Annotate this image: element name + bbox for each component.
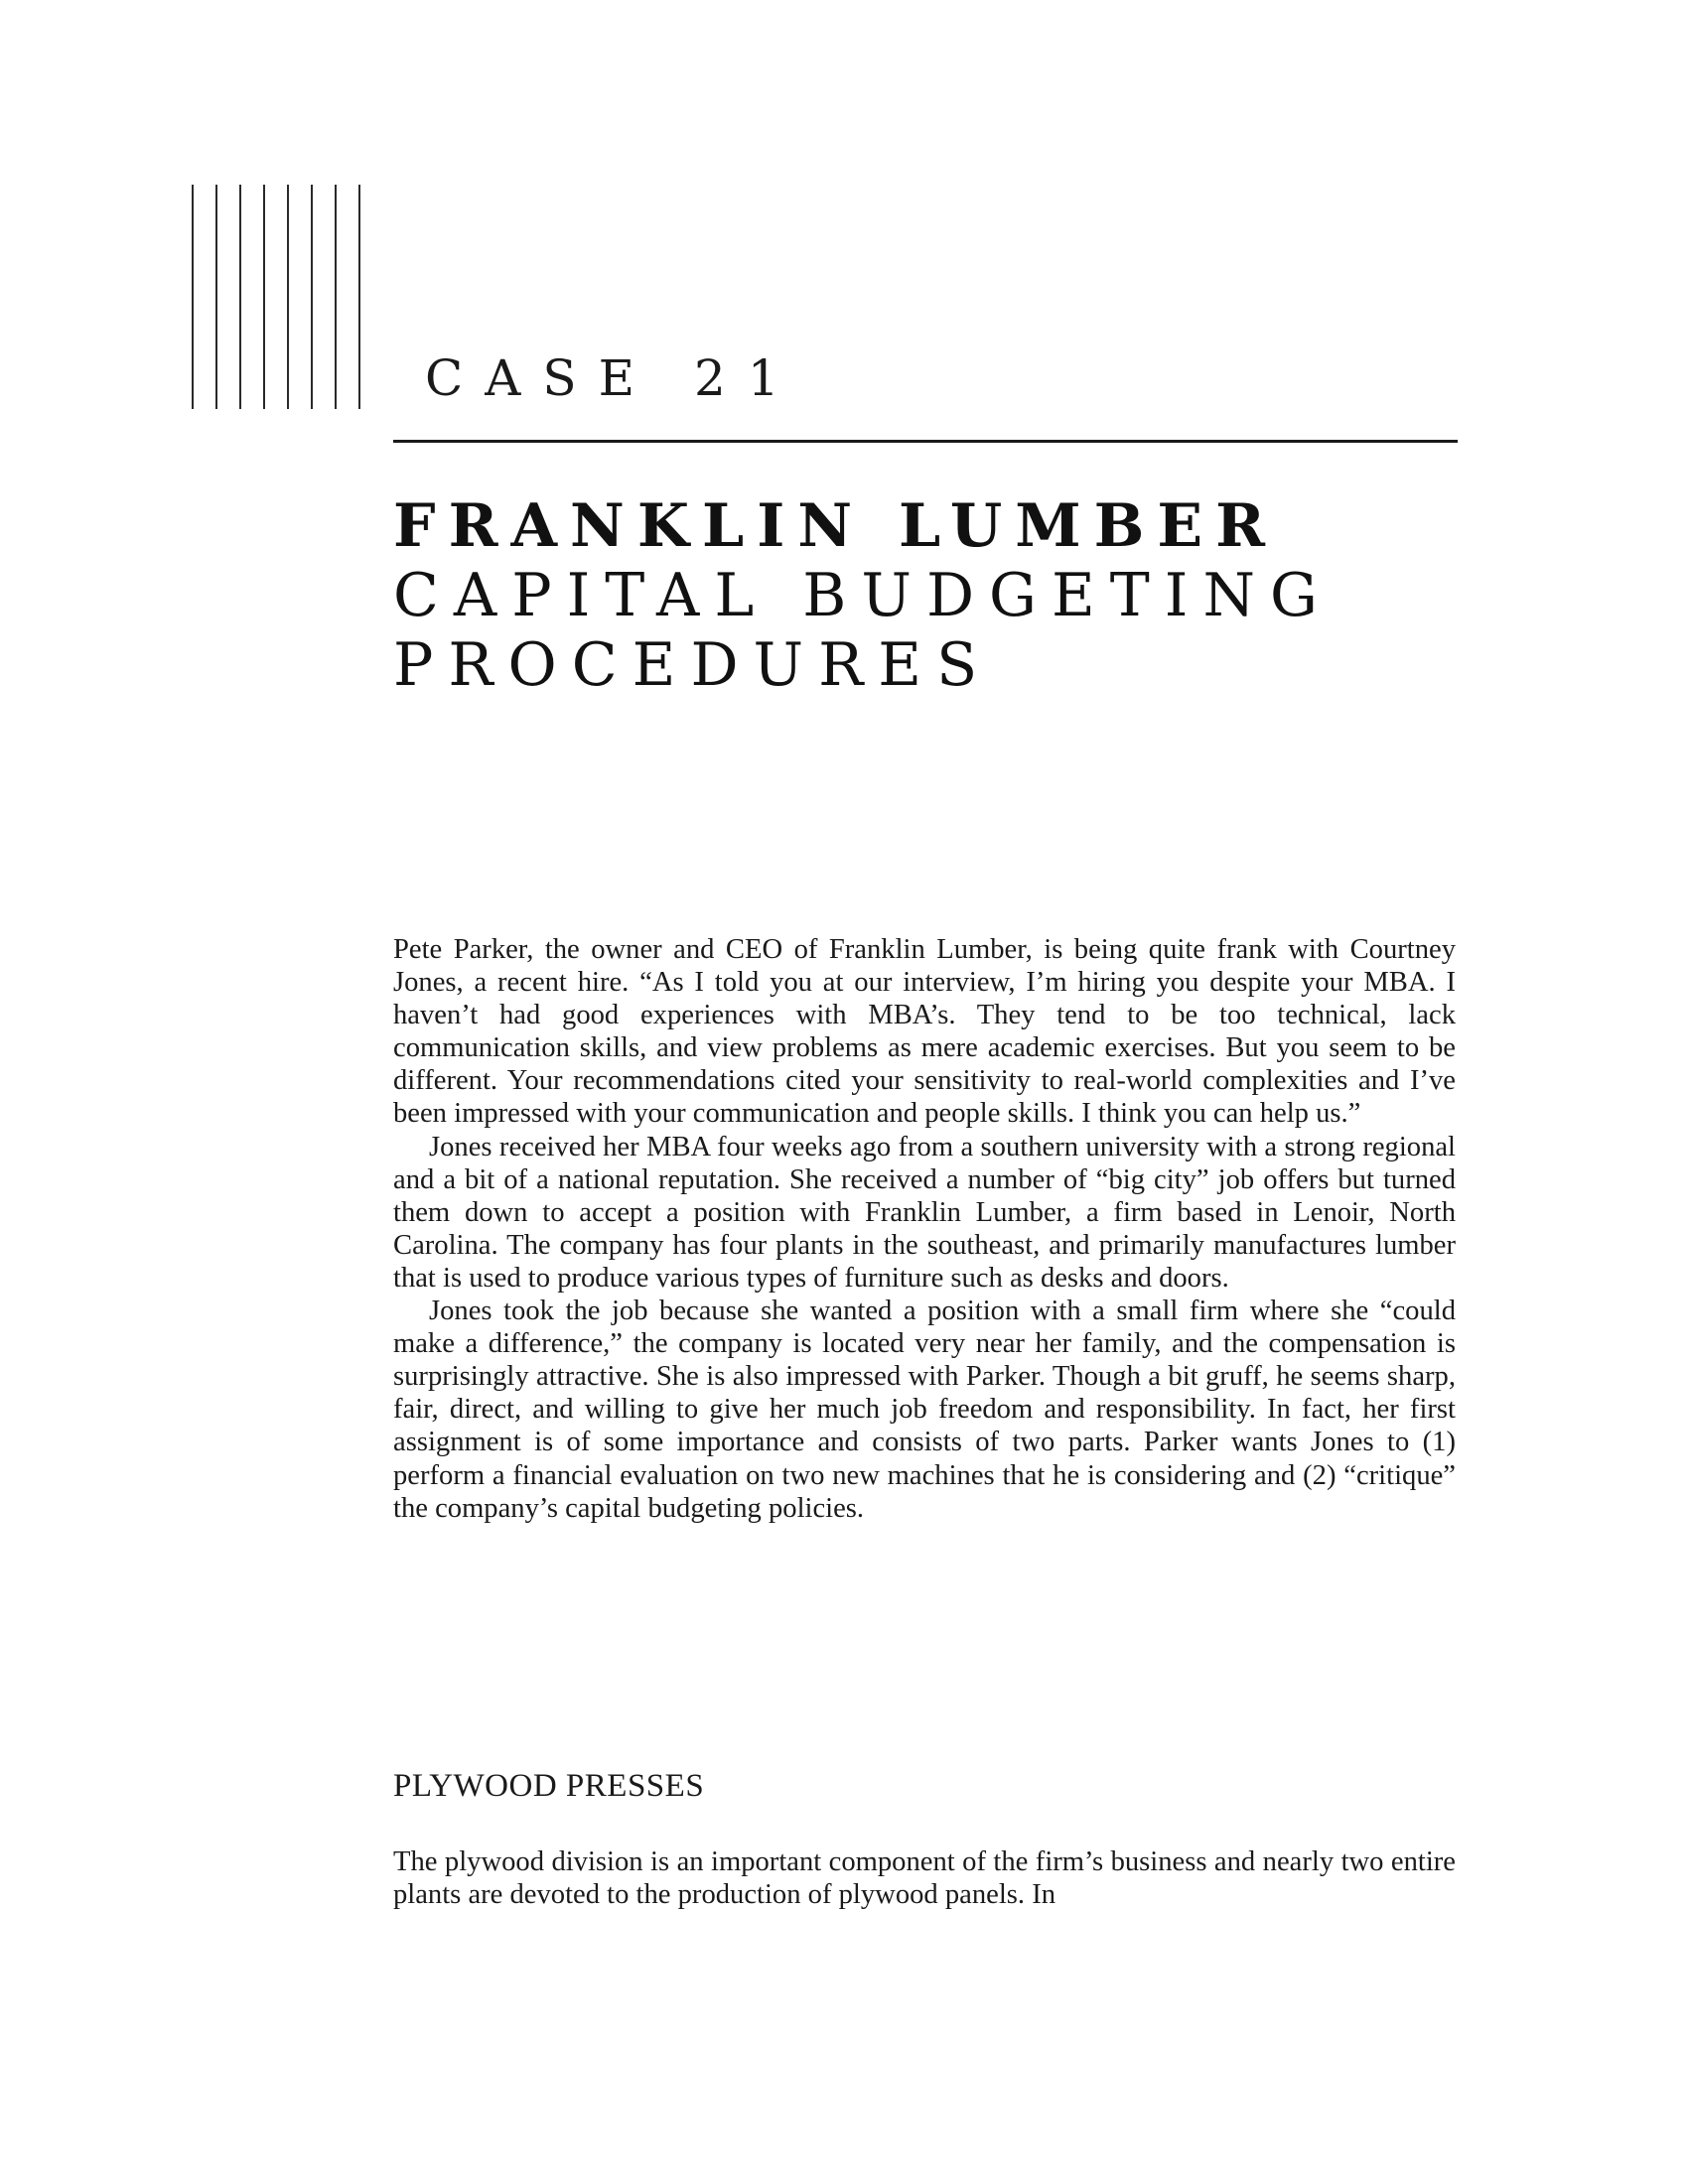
case-title (393, 491, 1476, 700)
paragraph: Jones received her MBA four weeks ago from a southern university with a strong regional and a bit of a national reputation. She received a number of “big city” job offers but turned them down to accept a position with Franklin Lumber, a firm based in Lenoir, North Carolina. The company has four plants in the southeast, and primarily manufactures lumber that is used to produce various types of furniture such as desks and doors. (393, 1131, 1456, 1294)
vertical-bar (358, 185, 360, 409)
vertical-bar (215, 185, 217, 409)
vertical-bar (192, 185, 194, 409)
paragraph: The plywood division is an important component of the firm’s business and nearly two entire plants are devoted to the production of plywood panels. In (393, 1846, 1456, 1911)
vertical-bar (263, 185, 265, 409)
case-title-line-2: CAPITAL BUDGETING (393, 561, 1333, 630)
vertical-bar (311, 185, 313, 409)
title-divider-rule (393, 440, 1458, 443)
paragraph: Pete Parker, the owner and CEO of Franklin Lumber, is being quite frank with Courtney Jones, a recent hire. “As I told you at our interview, I’m hiring you despite your MBA. I haven’t had good experiences with MBA’s. They tend to be too technical, lack communication skills, and view problems as mere academic exercises. But you seem to be different. Your recommendations cited your sensitivity to real-world complexities and I’ve been impressed with your communication and people skills. I think you can help us.” (393, 934, 1456, 1130)
vertical-bar (335, 185, 337, 409)
section-body-text (393, 1845, 1456, 1911)
decorative-vertical-bars (192, 185, 365, 409)
case-title-line-1: FRANKLIN LUMBER (393, 491, 1278, 561)
section-heading: PLYWOOD PRESSES (393, 1768, 705, 1804)
vertical-bar (239, 185, 241, 409)
vertical-bar (287, 185, 289, 409)
intro-body-text (393, 933, 1456, 1525)
paragraph: Jones took the job because she wanted a position with a small firm where she “could make a difference,” the company is located very near her family, and the compensation is surprisingly attractive. She is also impressed with Parker. Though a bit gruff, he seems sharp, fair, direct, and willing to give her much job freedom and responsibility. In fact, her first assignment is of some importance and consists of two parts. Parker wants Jones to (1) perform a financial evaluation on two new machines that he is considering and (2) “critique” the company’s capital budgeting policies. (393, 1296, 1456, 1524)
case-title-line-3: PROCEDURES (393, 630, 993, 700)
case-number-label: CASE 21 (425, 349, 801, 407)
